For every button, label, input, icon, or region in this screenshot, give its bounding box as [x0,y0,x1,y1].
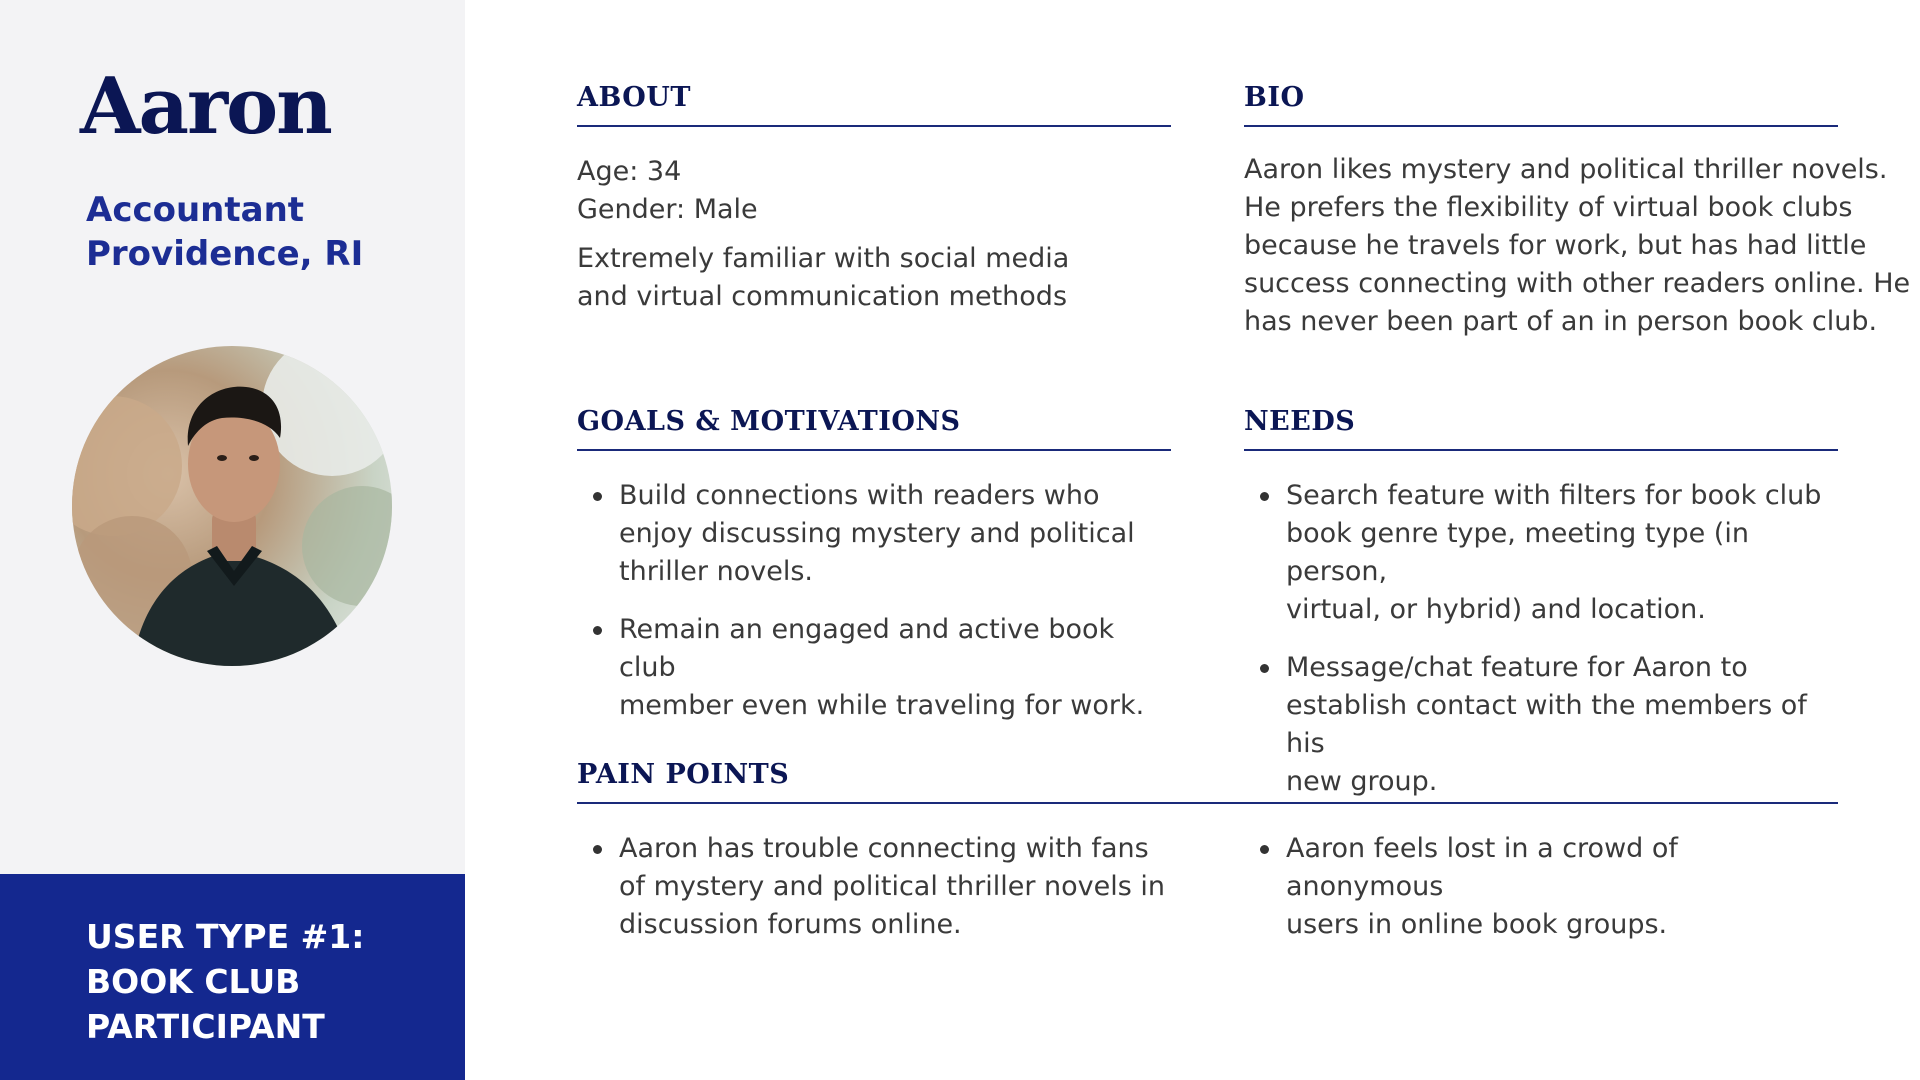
list-item-line: thriller novels. [619,556,813,587]
persona-role [86,188,363,276]
bio-line: He prefers the flexibility of virtual book clubs [1244,192,1853,223]
pain-points-title: PAIN POINTS [577,759,1838,804]
list-item [577,477,1171,591]
goals-section [577,406,1171,745]
user-type-label [86,914,364,1049]
bio-text [1244,151,1920,341]
list-item-line: Search feature with filters for book club [1286,480,1822,511]
bio-line: because he travels for work, but has had little [1244,230,1867,261]
about-title: ABOUT [577,82,1171,127]
about-gender: Gender: Male [577,194,758,225]
list-item [1244,830,1838,944]
list-item-line: Message/chat feature for Aaron to [1286,652,1748,683]
list-item-line: Build connections with readers who [619,480,1100,511]
list-item-line: discussion forums online. [619,909,962,940]
list-item-line: new group. [1286,766,1438,797]
bio-line: has never been part of an in person book club. [1244,306,1878,337]
list-item [577,830,1197,944]
about-demographics [577,153,1171,229]
goals-title: GOALS & MOTIVATIONS [577,406,1171,451]
about-age: Age: 34 [577,156,682,187]
user-type-line: USER TYPE #1: [86,917,365,956]
user-type-line: PARTICIPANT [86,1007,325,1046]
bio-section [1244,82,1911,341]
list-item-line: virtual, or hybrid) and location. [1286,594,1706,625]
goals-list [577,477,1171,725]
persona-location: Providence, RI [86,234,364,274]
list-item [577,611,1171,725]
list-item-line: book genre type, meeting type (in person, [1286,518,1749,587]
avatar-portrait-icon [72,346,392,666]
list-item-line: enjoy discussing mystery and political [619,518,1135,549]
pain-points-columns [577,830,1838,970]
list-item [1244,477,1838,629]
list-item-line: member even while traveling for work. [619,690,1145,721]
bio-title: BIO [1244,82,1838,127]
about-line: and virtual communication methods [577,281,1068,312]
needs-title: NEEDS [1244,406,1838,451]
user-type-line: BOOK CLUB [86,962,301,1001]
list-item-line: Aaron feels lost in a crowd of anonymous [1286,833,1678,902]
about-line: Extremely familiar with social media [577,243,1070,274]
bio-line: Aaron likes mystery and political thriller novels. [1244,154,1888,185]
pain-points-list-left [577,830,1197,964]
persona-occupation: Accountant [86,190,305,230]
needs-list [1244,477,1838,801]
persona-name: Aaron [80,61,331,152]
pain-points-list-right [1244,830,1838,964]
about-familiarity [577,240,1171,316]
avatar [72,346,392,666]
list-item-line: Aaron has trouble connecting with fans [619,833,1149,864]
bio-line: success connecting with other readers online. He [1244,268,1911,299]
list-item-line: of mystery and political thriller novels in [619,871,1165,902]
list-item-line: Remain an engaged and active book club [619,614,1115,683]
about-section [577,82,1171,316]
list-item-line: users in online book groups. [1286,909,1668,940]
list-item-line: establish contact with the members of his [1286,690,1807,759]
pain-points-section [577,759,1838,970]
